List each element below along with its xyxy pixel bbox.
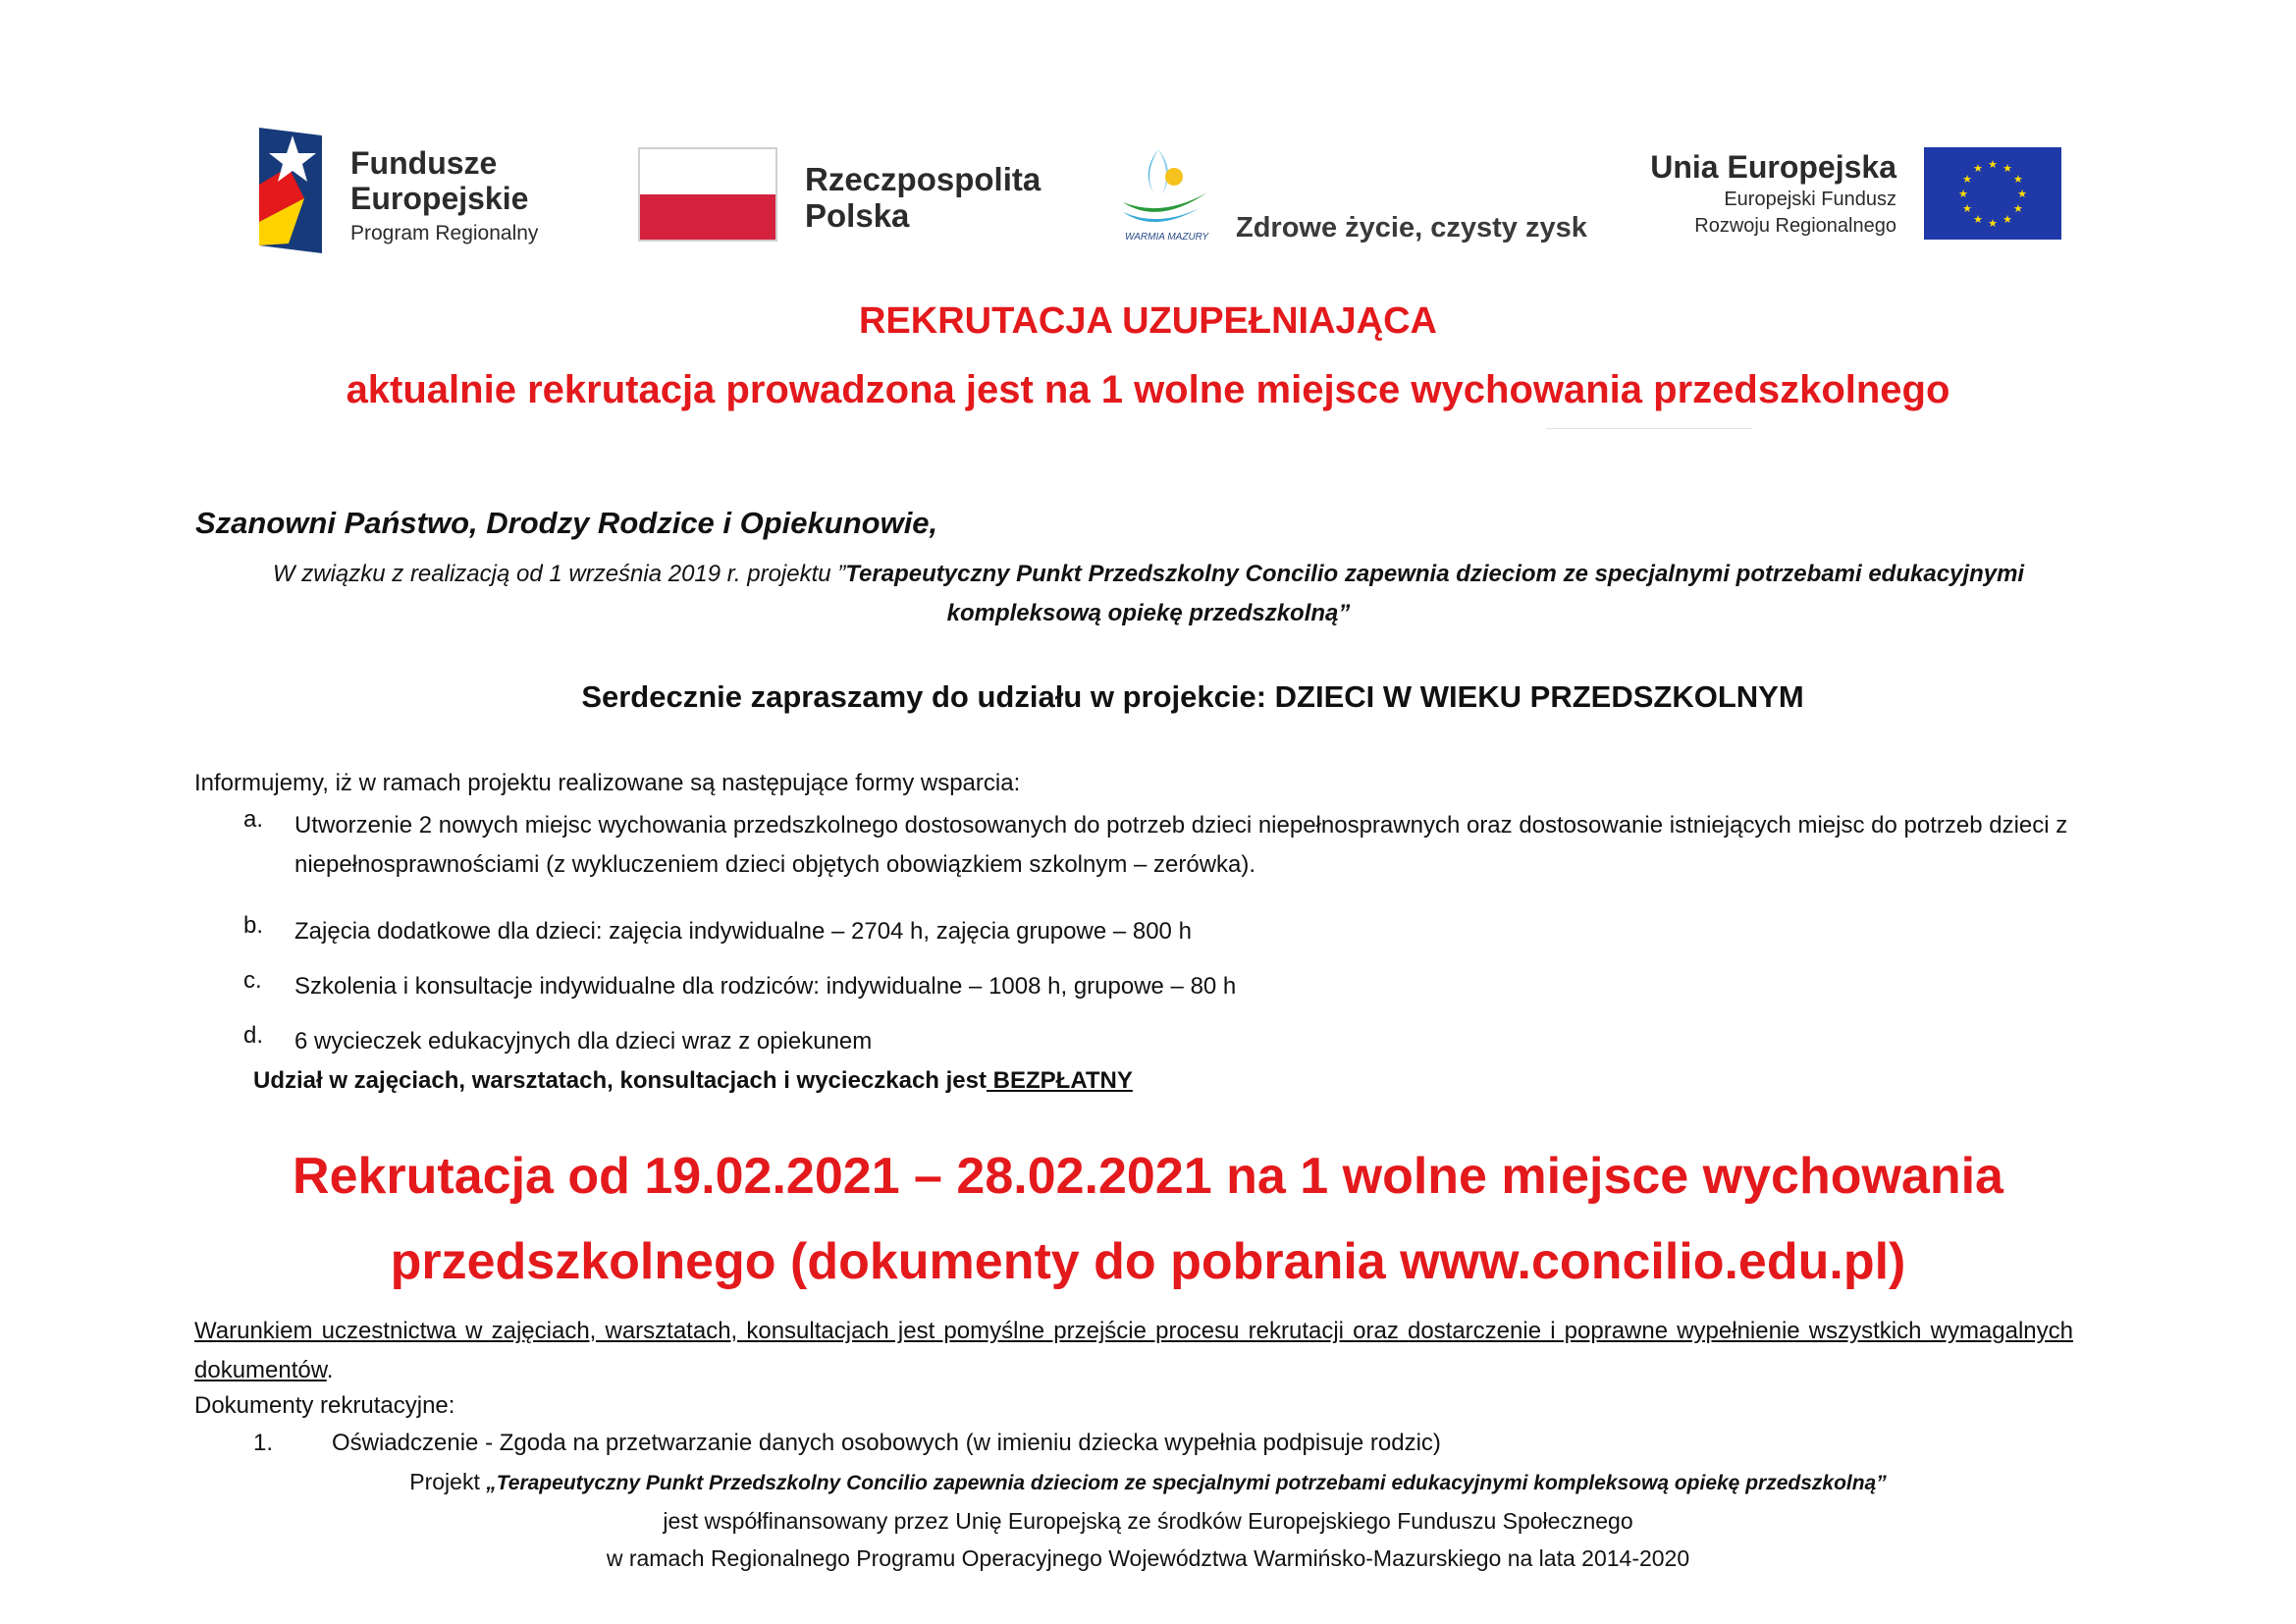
eu-star-icon: ★ (2013, 174, 2023, 186)
list-item (194, 967, 2118, 1022)
documents-label: Dokumenty rekrutacyjne: (194, 1392, 455, 1419)
free-participation-note (253, 1067, 1133, 1095)
warmia-mazury-logo-icon (1119, 143, 1217, 249)
fundusze-europejskie-logo-text (350, 145, 538, 245)
eu-star-icon: ★ (1973, 163, 1983, 176)
eu-star-icon: ★ (1973, 213, 1983, 226)
footer-cofinancing: jest współfinansowany przez Unię Europejską ze środków Europejskiego Funduszu Społecznego (663, 1508, 1633, 1534)
eu-star-icon: ★ (2002, 163, 2012, 176)
footer-prefix: Projekt (409, 1469, 487, 1494)
list-item (194, 912, 2118, 967)
fundusze-line3: Program Regionalny (350, 222, 539, 244)
ue-line1: Unia Europejska (1650, 149, 1896, 185)
greeting: Szanowni Państwo, Drodzy Rodzice i Opiekunowie, (195, 506, 938, 540)
free-prefix: Udział w zajęciach, warsztatach, konsultacjach i wycieczkach jest (253, 1067, 987, 1094)
intro-project-name: Terapeutyczny Punkt Przedszkolny Concilio zapewnia dzieciom ze specjalnymi potrzebami edukacyjnymi kompleksową opiekę przedszkolną” (845, 561, 2025, 626)
recruitment-download-info: przedszkolnego (dokumenty do pobrania www.concilio.edu.pl) (390, 1233, 1906, 1290)
rp-line1: Rzeczpospolita (805, 161, 1041, 197)
list-text: Zajęcia dodatkowe dla dzieci: zajęcia indywidualne – 2704 h, zajęcia grupowe – 800 h (294, 918, 1192, 945)
participation-conditions (194, 1312, 2073, 1390)
eu-star-icon: ★ (1962, 174, 1972, 186)
divider (1546, 428, 1752, 429)
eu-logo-text (1641, 147, 1896, 240)
support-list (194, 806, 2118, 1077)
list-text: 6 wycieczek edukacyjnych dla dzieci wraz z opiekunem (294, 1028, 873, 1055)
conditions-text: Warunkiem uczestnictwa w zajęciach, warsztatach, konsultacjach jest pomyślne przejście procesu rekrutacji oraz dostarczenie i poprawne wypełnienie wszystkich wymagalnych dokumentów (194, 1318, 2073, 1383)
document-item (253, 1430, 1441, 1457)
eu-star-icon: ★ (1988, 159, 1998, 171)
eu-star-icon: ★ (2013, 203, 2023, 215)
fundusze-europejskie-logo-icon (259, 128, 322, 253)
list-marker: c. (243, 967, 262, 994)
page-title: REKRUTACJA UZUPEŁNIAJĄCA (858, 300, 1438, 342)
list-text: Szkolenia i konsultacje indywidualne dla rodziców: indywidualne – 1008 h, grupowe – 80 h (294, 973, 1237, 1000)
ue-line2: Europejski Fundusz (1724, 189, 1896, 210)
list-marker: b. (243, 912, 264, 939)
eu-star-icon: ★ (1958, 189, 1968, 200)
footer-project-line (0, 1463, 2296, 1502)
document-number: 1. (253, 1430, 274, 1456)
intro-paragraph (226, 555, 2071, 633)
conditions-tail: . (326, 1357, 334, 1383)
document-text: Oświadczenie - Zgoda na przetwarzanie danych osobowych (w imieniu dziecka wypełnia podpisuje rodzic) (332, 1430, 1441, 1456)
list-item (194, 806, 2118, 912)
eu-star-icon: ★ (2017, 189, 2027, 200)
page-subtitle: aktualnie rekrutacja prowadzona jest na 1 wolne miejsce wychowania przedszkolnego (346, 368, 1950, 411)
list-marker: d. (243, 1022, 264, 1049)
rzeczpospolita-logo-text (805, 161, 1041, 234)
list-text: Utworzenie 2 nowych miejsc wychowania przedszkolnego dostosowanych do potrzeb dzieci niepełnosprawnych oraz dostosowanie istniejących miejsc do potrzeb dzieci z niepełnosprawnościami (z wykluczeniem dzieci objętych obowiązkiem szkolnym – zerówka). (294, 812, 2068, 878)
footer (0, 1463, 2296, 1577)
ue-line3: Rozwoju Regionalnego (1694, 215, 1896, 237)
invitation: Serdecznie zapraszamy do udziału w projekcie: DZIECI W WIEKU PRZEDSZKOLNYM (581, 679, 1804, 714)
warmia-mark-text: WARMIA MAZURY (1125, 232, 1209, 243)
eu-flag-icon (1924, 147, 2061, 240)
warmia-slogan: Zdrowe życie, czysty zysk (1236, 212, 1587, 244)
eu-star-icon: ★ (2002, 213, 2012, 226)
footer-project-name: „Terapeutyczny Punkt Przedszkolny Concilio zapewnia dzieciom ze specjalnymi potrzebami edukacyjnymi kompleksową opiekę przedszkolną” (486, 1472, 1887, 1494)
rp-line2: Polska (805, 197, 910, 234)
free-word: BEZPŁATNY (987, 1067, 1133, 1094)
recruitment-dates: Rekrutacja od 19.02.2021 – 28.02.2021 na 1 wolne miejsce wychowania (293, 1148, 2003, 1205)
intro-prefix: W związku z realizacją od 1 września 2019 r. projektu ” (272, 561, 846, 587)
eu-star-icon: ★ (1988, 218, 1998, 230)
footer-program: w ramach Regionalnego Programu Operacyjnego Województwa Warmińsko-Mazurskiego na lata 2014-2020 (606, 1545, 1690, 1571)
polish-flag-icon (638, 147, 777, 242)
fundusze-line2: Europejskie (350, 181, 529, 216)
support-intro: Informujemy, iż w ramach projektu realizowane są następujące formy wsparcia: (194, 770, 1021, 796)
list-marker: a. (243, 806, 264, 833)
fundusze-line1: Fundusze (350, 145, 498, 181)
eu-star-icon: ★ (1962, 203, 1972, 215)
